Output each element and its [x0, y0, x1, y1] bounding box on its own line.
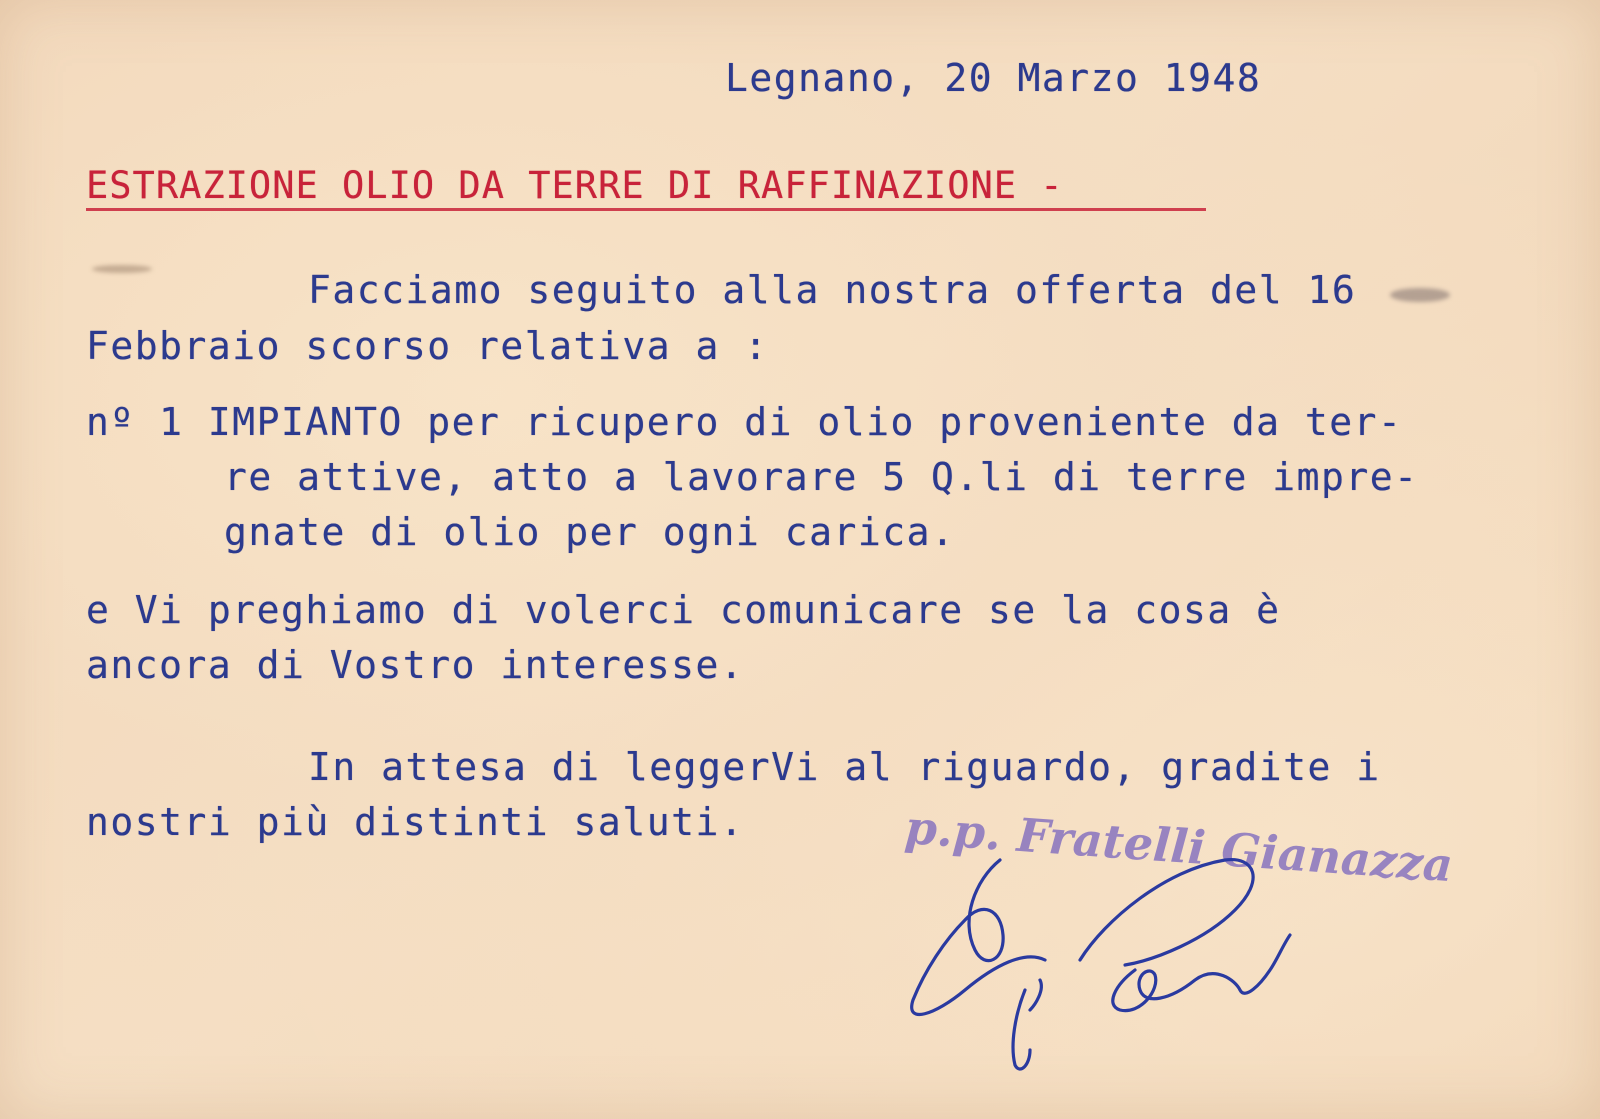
place-date: Legnano, 20 Marzo 1948 [725, 56, 1262, 100]
company-stamp: p.p. Fratelli Gianazza [903, 800, 1455, 893]
item-line2: re attive, atto a lavorare 5 Q.li di terre impre- [224, 455, 1419, 499]
closing-line2: nostri più distinti saluti. [86, 800, 745, 844]
ink-smudge [1390, 288, 1450, 302]
paragraph2-line1: e Vi preghiamo di volerci comunicare se la cosa è [86, 588, 1281, 632]
handwritten-signature [905, 840, 1325, 1080]
paragraph2-line2: ancora di Vostro interesse. [86, 643, 745, 687]
item-line1: nº 1 IMPIANTO per ricupero di olio proveniente da ter- [86, 400, 1403, 444]
paragraph1-line2: Febbraio scorso relativa a : [86, 324, 769, 368]
paragraph1-line1: Facciamo seguito alla nostra offerta del 16 [308, 268, 1357, 312]
closing-line1: In attesa di leggerVi al riguardo, gradite i [308, 745, 1381, 789]
ink-smudge [92, 265, 152, 273]
subject-underline [86, 208, 1206, 211]
item-line3: gnate di olio per ogni carica. [224, 510, 956, 554]
subject-heading: ESTRAZIONE OLIO DA TERRE DI RAFFINAZIONE - [86, 164, 1064, 207]
